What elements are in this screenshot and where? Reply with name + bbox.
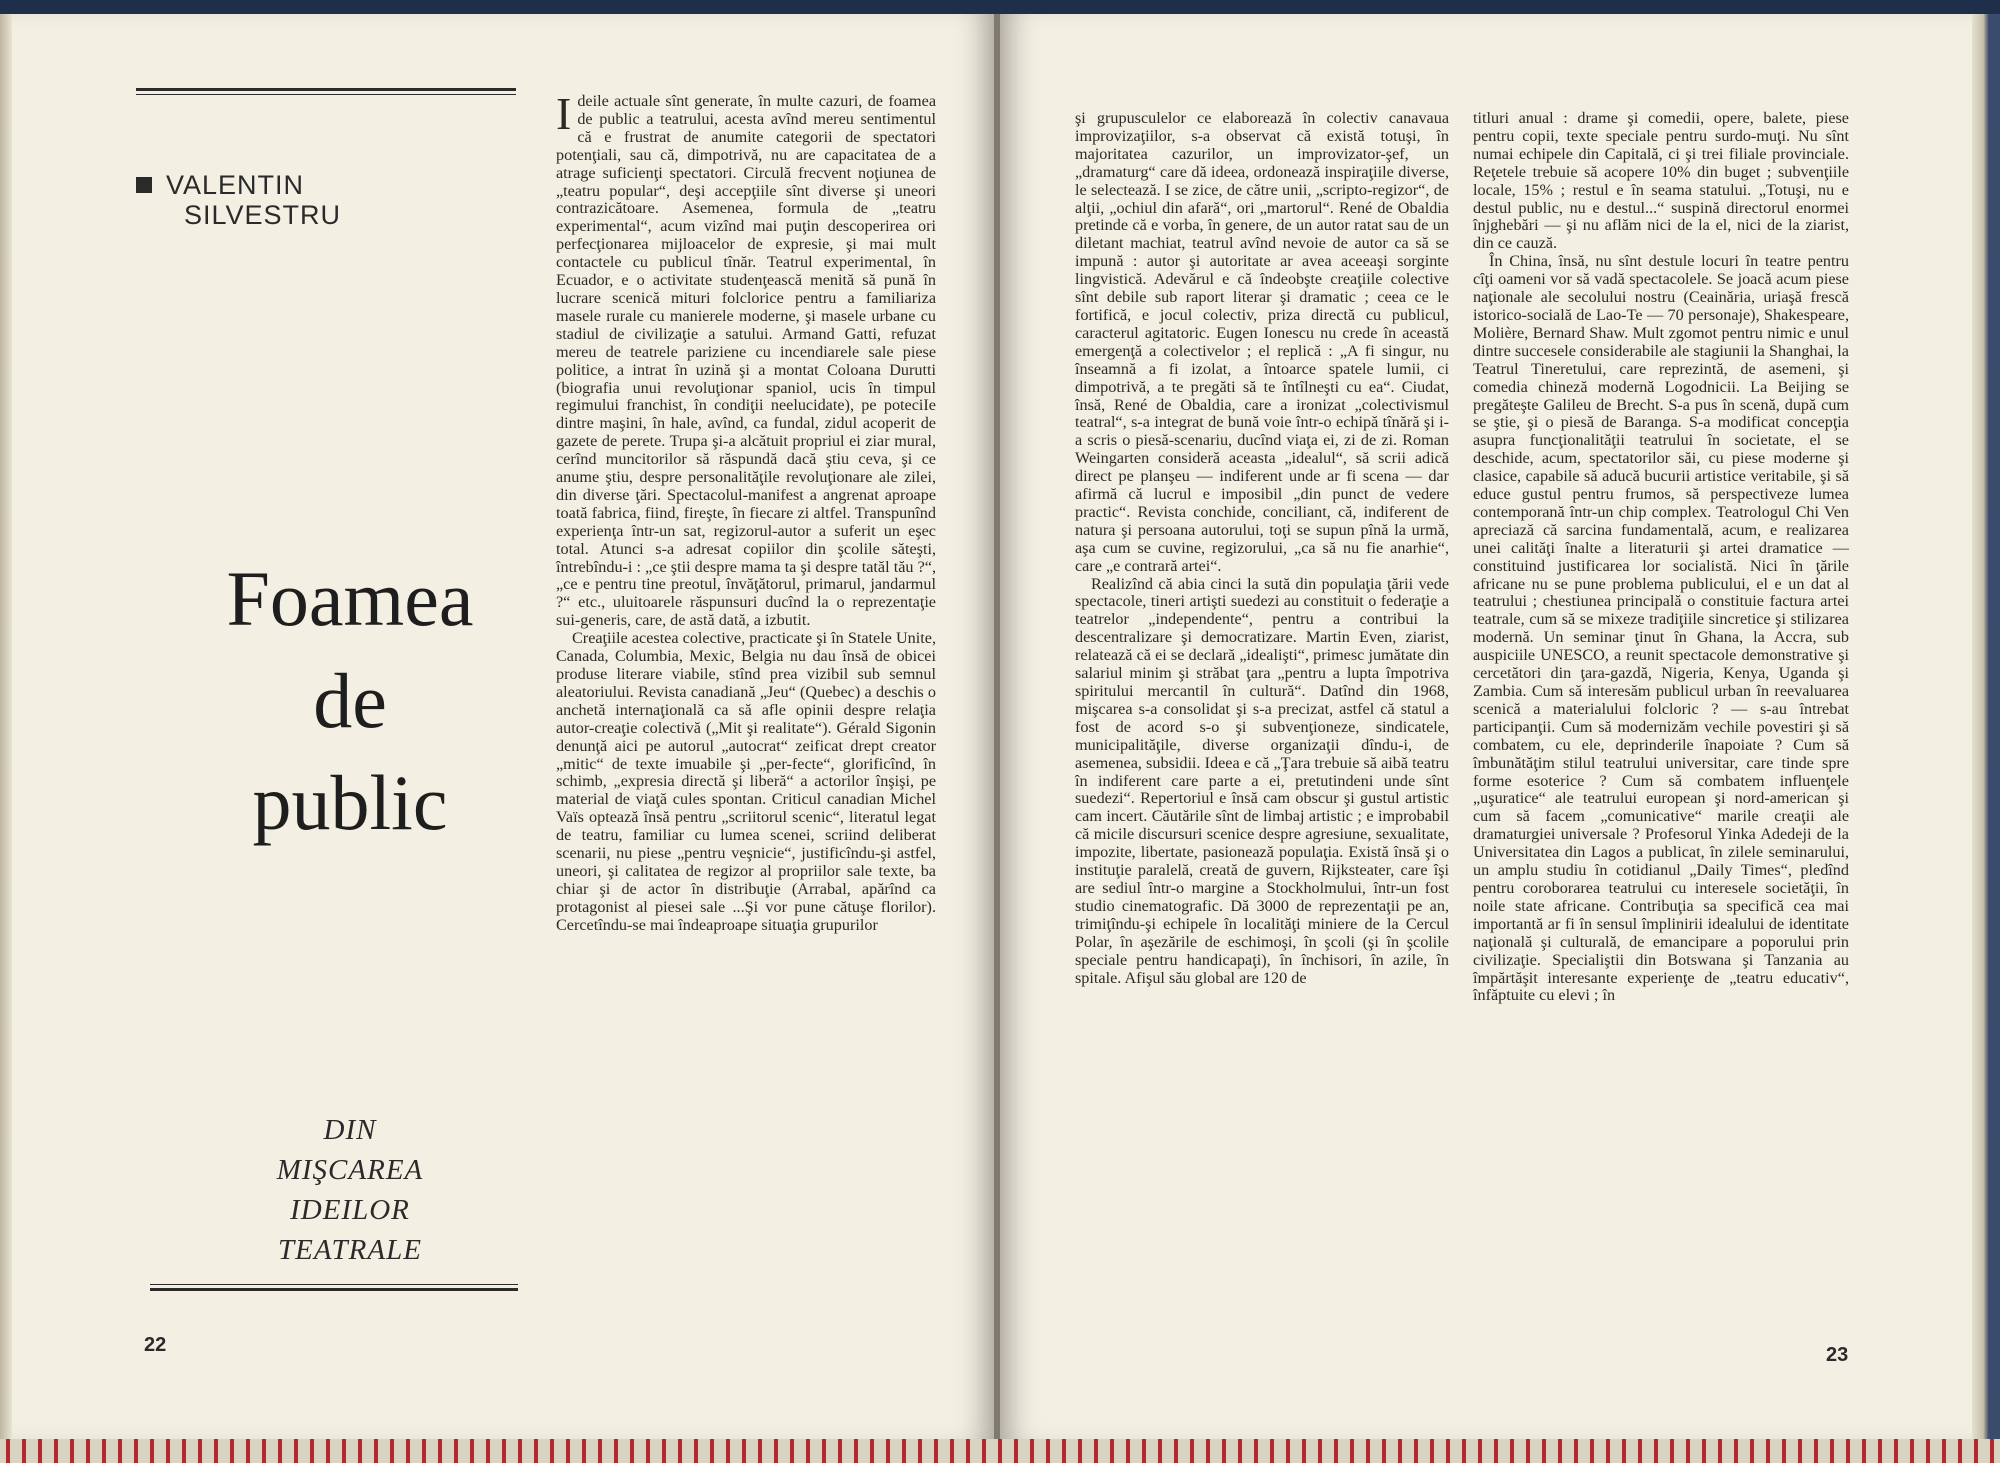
bottom-rule-thin [150,1284,518,1285]
article-subtitle [250,1110,450,1270]
title-line: public [252,759,448,846]
right-text-column-2 [1473,110,1849,1005]
title-line: de [313,657,387,744]
top-rule-thin [136,94,516,95]
page-number-right: 23 [1826,1344,1849,1366]
cloth-edge [0,1439,2000,1463]
paragraph: şi grupusculelor ce elaborează în colectiv canavaua improvizaţiilor, s-a observat că există totuşi, în majoritatea cazurilor, un improvizator-şef, un „dramaturg“ care dă ideea, ordonează inspiraţiile diverse, le selectează. I se zice, de către unii, „scripto-regizor“, de alţii, „ochiul din afară“, ori „martorul“. René de Obaldia pretinde că e vorba, în genere, de un autor ratat sau de un diletant machiat, teatrul avînd nevoie de autor ca să se impună : autor şi autoritate ar avea aceeaşi sorginte lingvistică. Adevărul e că îndeobşte creaţiile colective sînt debile sub raport literar şi dramatic ; ceea ce le fortifică, e jocul colectiv, priza directă cu publicul, caracterul agitatoric. Eugen Ionescu nu crede în această emergenţă a colectivelor ; el replică : „A fi singur, nu înseamnă a fi izolat, a întoarce spatele lumii, ci dimpotrivă, a te pregăti să te întîlneşti cu ea“. Ciudat, însă, René de Obaldia, care a ironizat „colectivismul teatral“, s-a integrat de bună voie într-o echipă tînără şi i-a scris o piesă-scenariu, ducînd viaţa ei, zi de zi. Roman Weingarten consideră aceasta „idealul“, să scrii adică direct pe planşeu — indiferent unde ar fi scena — dar afirmă că lucrul e imposibil „din punct de vedere practic“. Revista conchide, conciliant, că, indiferent de natura şi persoana autorului, toţi se supun pînă la urmă, aşa cum se cuvine, regizorului, „ca să nu fie anarhie“, care „e contrară artei“. [1075,109,1449,575]
subtitle-line: DIN [323,1114,377,1146]
left-text-column [556,88,936,935]
page-number-left: 22 [144,1334,167,1356]
right-text-column-1 [1075,110,1449,987]
square-bullet-icon [136,177,152,193]
drop-cap: I [556,88,572,139]
paragraph: În China, însă, nu sînt destule locuri în teatre pentru cîţi oameni vor să vadă spectacolele. Se joacă acum piese naţionale ale secolului nostru (Ceainăria, uriaşă frescă istorico-socială de Lao-Te — 70 personaje), Shakespeare, Molière, Bernard Shaw. Mult zgomot pentru nimic e unul dintre succesele considerabile ale stagiunii la Shanghai, la Teatrul Tineretului, care reprezintă, de asemeni, şi comedia chineză modernă Logodnicii. La Beijing se pregăteşte Galileu de Brecht. S-a pus în scenă, după cum se ştie, şi o piesă de Baranga. S-a modificat concepţia asupra funcţionalităţii teatrului în societate, el se deschide, acum, spectatorilor săi, cu piese moderne şi clasice, capabile să aducă bucurii artistice veritabile, şi să educe gustul pentru frumos, să perspectiveze lumea contemporană într-un chip complex. Teatrologul Chi Ven apreciază că sarcina fundamentală, acum, e realizarea unei calităţi înalte a literaturii şi artei dramatice — constituind justificarea lor socialistă. Nici în ţările africane nu se pune problema publicului, el e un dat al teatrului ; chestiunea principală o constituie factura artei teatrale, cum să se mixeze tradiţiile sincretice şi stilizarea modernă. Un seminar ţinut în Ghana, la Accra, sub auspiciile UNESCO, a reunit spectacole demonstrative şi cercetători din ţara-gazdă, Nigeria, Kenya, Uganda şi Zambia. Cum să interesăm publicul urban în reevaluarea scenică a materialului folcloric ? — s-au întrebat participanţii. Cum să modernizăm vechile povestiri şi să combatem, cu ele, deprinderile înapoiate ? Cum să îmbunătăţim stilul teatrului universitar, care tinde spre forme esoterice ? Cum să combatem influenţele „uşuratice“ ale teatrului european şi nord-american şi cum să facem „comunicative“ marile creaţii ale dramaturgiei universale ? Profesorul Yinka Adedeji de la Universitatea din Lagos a publicat, în zilele seminarului, un amplu studiu în cotidianul „Daily Times“, pledînd pentru coroborarea teatrului cu interesele societăţii, în noile state africane. Contribuţia sa specifică cea mai importantă ar fi în sensul împlinirii idealului de identitate naţională şi culturală, de emancipare a poporului prin civilizaţie. Specialiştii din Botswana şi Tanzania au împărtăşit interesante experienţe de „teatru educativ“, înfăptuite cu elevi ; în [1473,252,1849,1005]
author-last-name: SILVESTRU [184,200,342,230]
author-name [136,170,436,230]
left-page-edge [0,14,12,1439]
author-first-name: VALENTIN [166,170,305,200]
top-rule-thick [136,88,516,91]
paragraph: Realizînd că abia cinci la sută din populaţia ţării vede spectacole, tineri artişti suedezi au constituit o federaţie a teatrelor „independente“, pentru a contribui la descentralizare şi democratizare. Martin Even, ziarist, relatează că ei se declară „idealişti“, primesc jumătate din salariul minim şi străbat ţara „pentru a lupta împotriva spiritului mercantil în cultură“. Datînd din 1968, mişcarea s-a consolidat şi s-a precizat, astfel că statul a fost de acord s-o şi subvenţioneze, sindicatele, municipalităţile, diverse organizaţii dîndu-i, de asemenea, subsidii. Ideea e că „Ţara trebuie să aibă teatru în indiferent care parte a ei, pretutindeni unde sînt suedezi“. Repertoriul e însă cam obscur şi gustul artistic cam incert. Căutările sînt de limbaj artistic ; e improbabil că micile discursuri scenice despre agresiune, sexualitate, impozite, libertate, pasionează populaţia. Există însă şi o instituţie paralelă, creată de guvern, Rijksteater, care îşi are sediul într-o margine a Stockholmului, într-un fost studio cinematografic. Dă 3000 de reprezentaţii pe an, trimiţîndu-şi echipele în localităţi miniere de la Cercul Polar, în aşezările de eschimoşi, în şcoli (şi în şcolile speciale pentru handicapaţi), în închisori, în azile, în spitale. Afişul său global are 120 de [1075,574,1449,987]
bottom-rule-thick [150,1288,518,1291]
paragraph: titluri anual : drame şi comedii, opere, balete, piese pentru copii, texte speciale pentru surdo-muţi. Nu sînt numai echipele din Capitală, ci şi trei filiale provinciale. Reţetele trebuie să acopere 10% din buget ; subvenţiile locale, 15% ; restul e în seama statului. „Totuşi, nu e destul public, nu e destul...“ suspină directorul enormei înjghebări — şi nu aflăm nici de la el, nici de la ziarist, din ce cauză. [1473,109,1849,253]
paragraph: Creaţiile acestea colective, practicate şi în Statele Unite, Canada, Columbia, Mexic, Belgia nu dau însă de obicei produse literare viabile, stînd prea vizibil sub semnul aleatoriului. Revista canadiană „Jeu“ (Quebec) a deschis o anchetă internaţională ca să afle opinii despre relaţia autor-creaţie colectivă („Mit şi realitate“). Gérald Sigonin denunţă aici pe autorul „autocrat“ zeificat drept creator „mitic“ de texte imuabile şi „per-fecte“, glorificînd, în schimb, „expresia directă şi liberă“ a actorilor înşişi, pe material de viaţă cules spontan. Criticul canadian Michel Vaïs optează însă pentru „scriitorul scenic“, literatul legat de teatru, familiar cu lumea scenei, scriind deliberat scenarii, nu piese „pentru veşnicie“, justificîndu-şi astfel, uneori, şi calitatea de regizor al propriilor sale texte, ba chiar şi de actor în distribuţie (Arrabal, apărînd ca protagonist al piesei sale ...Şi vor pune cătuşe florilor). Cercetîndu-se mai îndeaproape situaţia grupurilor [556,629,936,934]
right-page-edge [1972,14,2000,1439]
article-title [200,548,500,854]
subtitle-line: TEATRALE [278,1234,422,1266]
subtitle-line: IDEILOR [290,1194,410,1226]
paragraph [556,88,936,630]
paragraph-text: deile actuale sînt generate, în multe cazuri, de foamea de public a teatrului, acesta avînd mereu sentimentul că e frustrat de anumite categorii de spectatori potenţiali, sau că, dimpotrivă, nu are capacitatea de a atrage suficienţi spectatori. Circulă frecvent noţiunea de „teatru popular“, deşi accepţiile sînt diverse şi uneori contrazicătoare. Asemenea, formula de „teatru experimental“, acum vizînd mai puţin descoperirea ori perfecţionarea mijloacelor de expresie, şi mai mult contactele cu publicul tînăr. Teatrul experimental, în Ecuador, e o activitate studenţească menită să pună în lucrare scenică mituri folclorice pentru a familiariza masele rurale cu manierele moderne, şi masele urbane cu stadiul de civilizaţie a satului. Armand Gatti, refuzat mereu de teatrele pariziene cu incendiarele sale piese politice, a intrat în uzină şi a montat Coloana Durutti (biografia unui revoluţionar spaniol, ucis în timpul regimului franchist, în condiţii neelucidate), pe poteciIe dintre maşini, în hale, avînd, ca fundal, zidul acoperit de gazete de perete. Trupa şi-a alcătuit propriul ei ziar mural, cerînd muncitorilor să răspundă dacă ştiu ceva, şi ce anume ştiu, despre personalităţile revoluţionare ale zilei, din diverse ţări. Spectacolul-manifest a angrenat aproape toată fabrica, fiind, fireşte, în fiecare zi altfel. Transpunînd experienţa într-un sat, regizorul-autor a suferit un eşec total. Atunci s-a adresat copiilor din şcolile săteşti, întrebîndu-i : „ce ştii despre mama ta şi despre tatăl tău ?“, „ce e pentru tine preotul, învăţătorul, primarul, jandarmul ?“ etc., uluitoarele răspunsuri ducînd la o reprezentaţie sui-generis, care, de astă dată, a izbutit. [556,92,936,630]
title-line: Foamea [226,555,474,642]
subtitle-line: MIŞCAREA [276,1154,424,1186]
